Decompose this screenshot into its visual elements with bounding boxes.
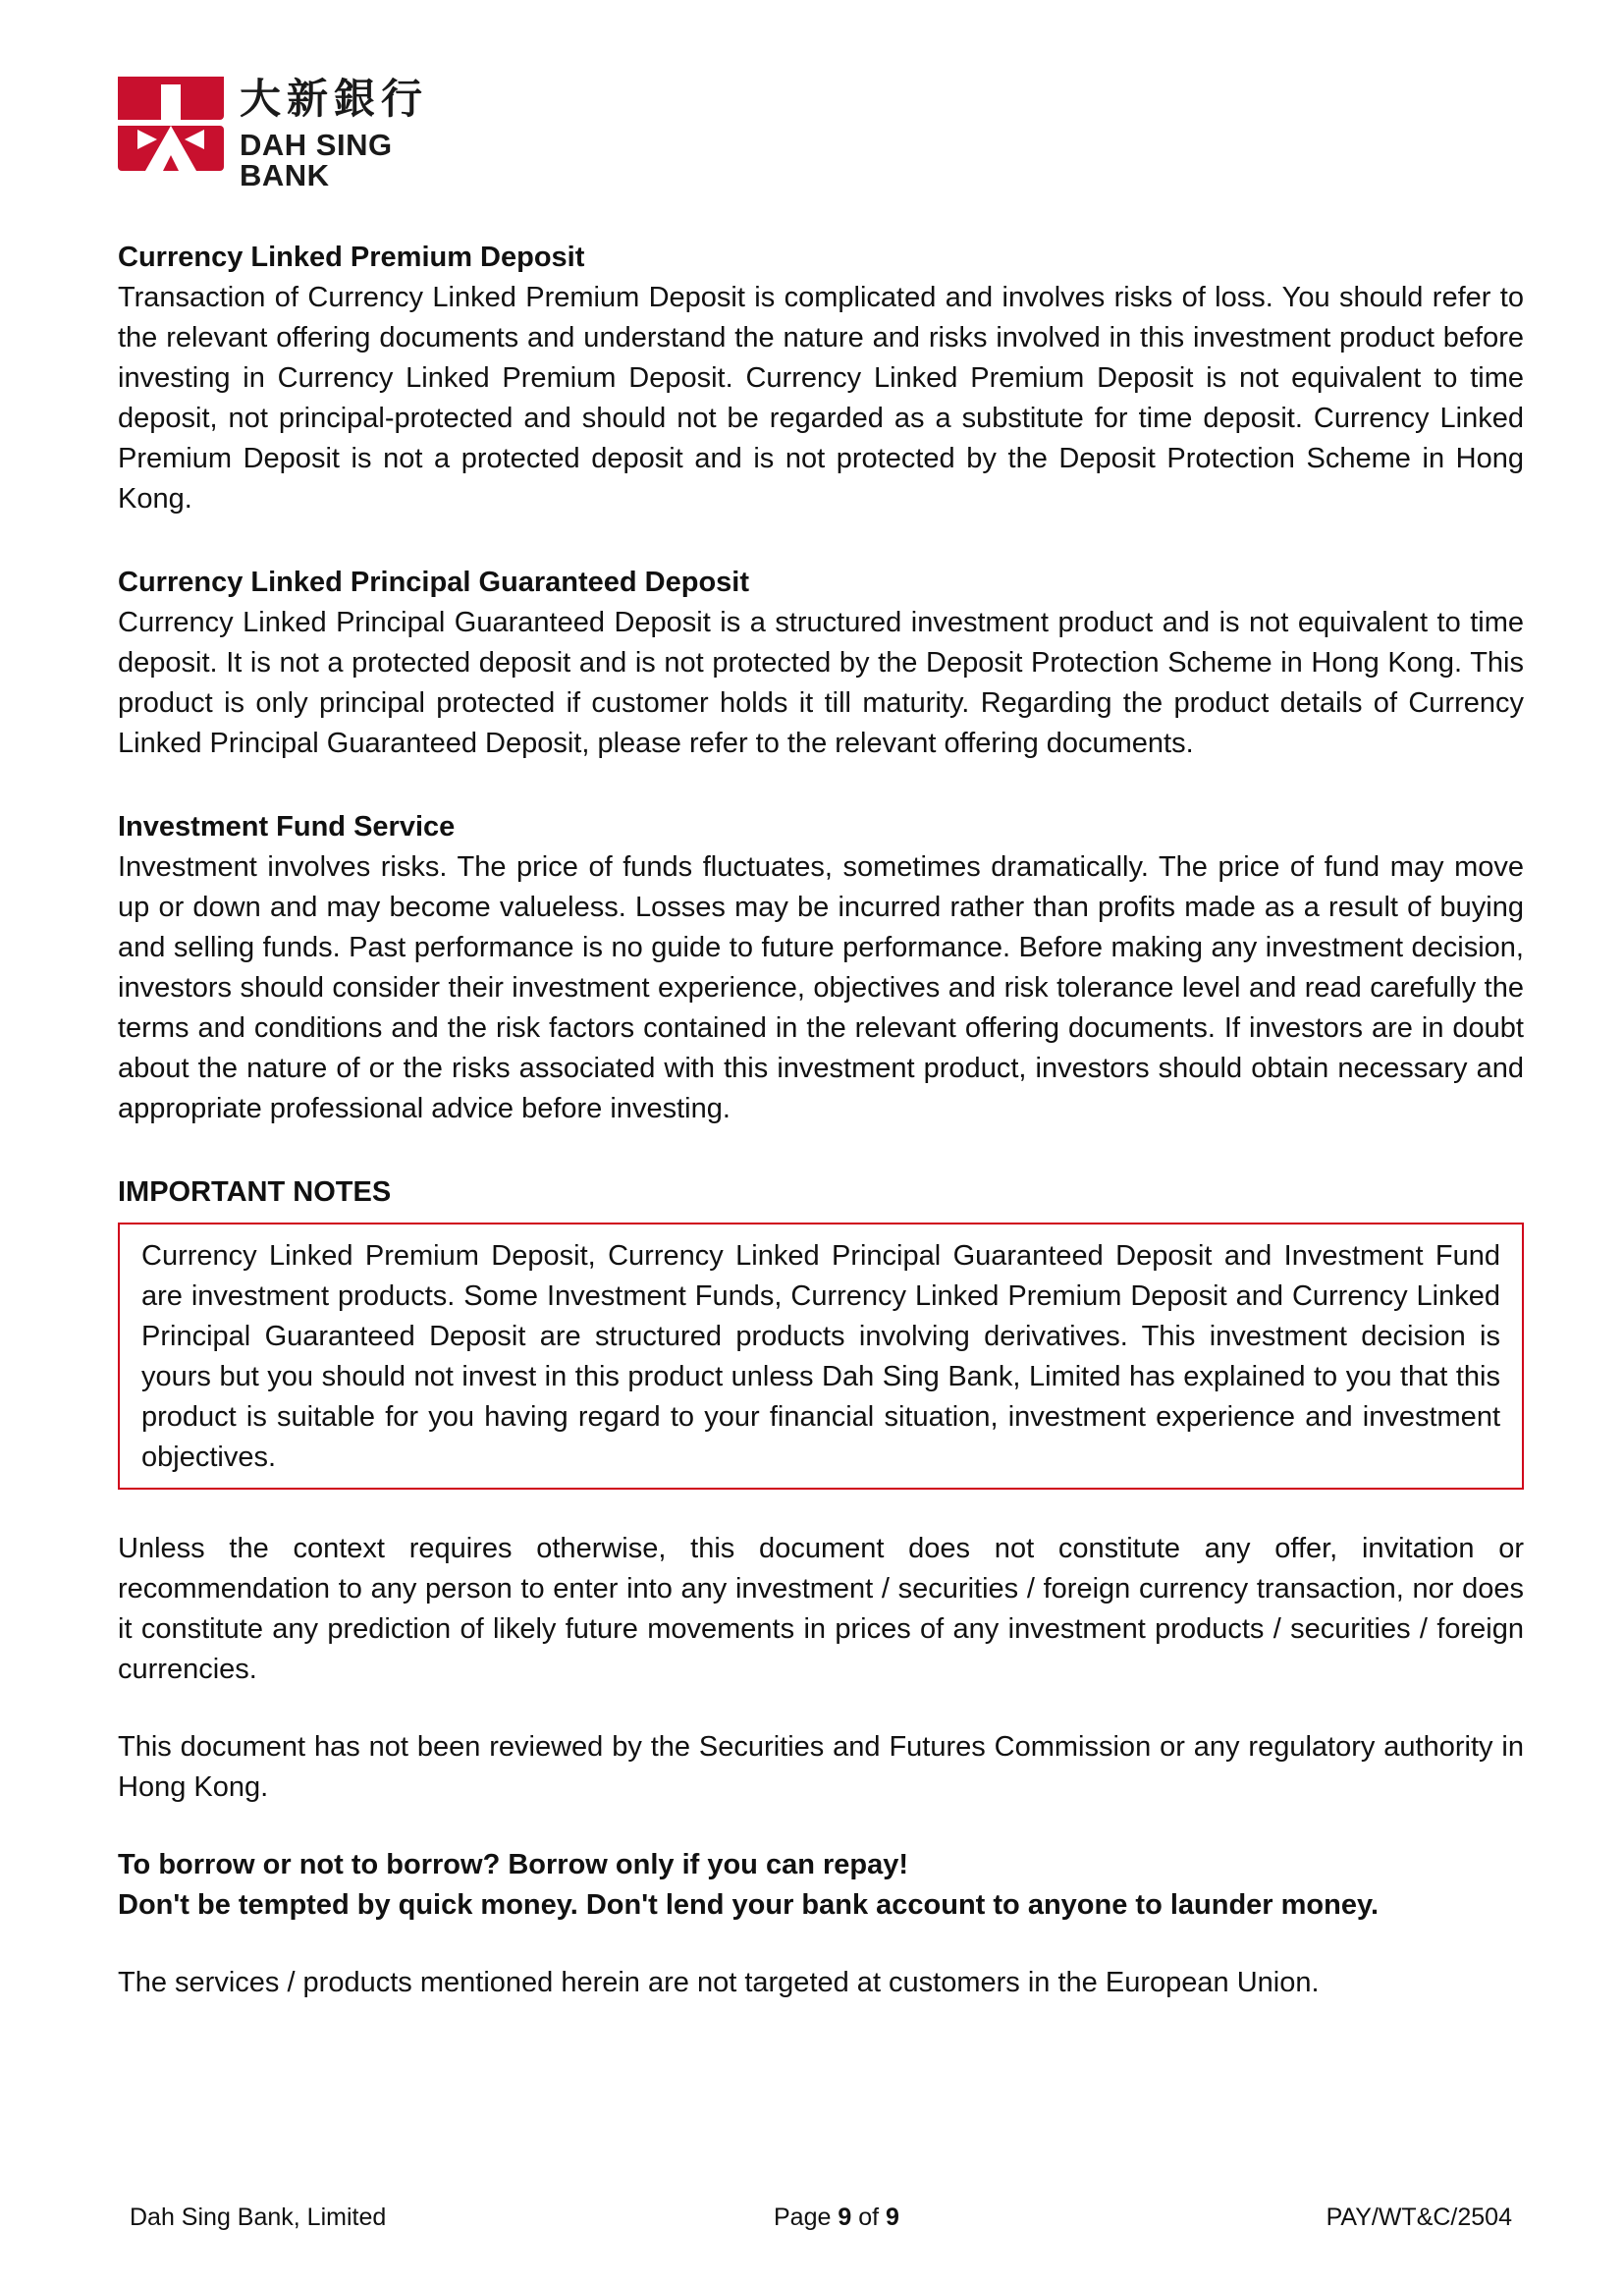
page-current: 9 bbox=[838, 2203, 852, 2231]
bank-name-chinese: 大新銀行 bbox=[240, 75, 429, 123]
important-notes-box bbox=[118, 1223, 1524, 1490]
bank-name-english: DAH SING BANK bbox=[240, 128, 393, 192]
page-mid: of bbox=[851, 2203, 886, 2231]
section-principal-guaranteed-deposit bbox=[118, 563, 1524, 764]
section-investment-fund-service bbox=[118, 807, 1524, 1129]
borrowing-warning bbox=[118, 1845, 1524, 1926]
section-title: Currency Linked Principal Guaranteed Deposit bbox=[118, 567, 749, 598]
page-total: 9 bbox=[886, 2203, 899, 2231]
borrowing-warning-line-1: To borrow or not to borrow? Borrow only if you can repay! bbox=[118, 1849, 909, 1880]
borrowing-warning-line-2: Don't be tempted by quick money. Don't lend your bank account to anyone to launder money. bbox=[118, 1889, 1380, 1921]
eu-notice: The services / products mentioned herein are not targeted at customers in the European Union. bbox=[118, 1967, 1320, 1998]
page-prefix: Page bbox=[774, 2203, 839, 2231]
disclaimer-sfc-review: This document has not been reviewed by the Securities and Futures Commission or any regulatory authority in Hong Kong. bbox=[118, 1731, 1524, 1803]
section-body: Investment involves risks. The price of funds fluctuates, sometimes dramatically. The price of fund may move up or down and may become valueless. Losses may be incurred rather than profits made as a result of buying and selling funds. Past performance is no guide to future performance. Before making any investment decision, investors should consider their investment experience, objectives and risk tolerance level and read carefully the terms and conditions and the risk factors contained in the relevant offering documents. If investors are in doubt about the nature of or the risks associated with this investment product, investors should obtain necessary and appropriate professional advice before investing. bbox=[118, 851, 1524, 1124]
important-notes-title: IMPORTANT NOTES bbox=[118, 1176, 392, 1208]
section-title: Investment Fund Service bbox=[118, 811, 456, 843]
section-body: Currency Linked Principal Guaranteed Deposit is a structured investment product and is not equivalent to time deposit. It is not a protected deposit and is not protected by the Deposit Protection Scheme in Hong Kong. This product is only principal protected if customer holds it till maturity. Regarding the product details of Currency Linked Principal Guaranteed Deposit, please refer to the relevant offering documents. bbox=[118, 607, 1524, 759]
important-notes-body: Currency Linked Premium Deposit, Currency Linked Principal Guaranteed Deposit and Investment Fund are investment products. Some Investment Funds, Currency Linked Premium Deposit and Currency Linked Principal Guaranteed Deposit are structured products involving derivatives. This investment decision is yours but you should not invest in this product unless Dah Sing Bank, Limited has explained to you that this product is suitable for you having regard to your financial situation, investment experience and investment objectives. bbox=[141, 1240, 1500, 1473]
document-body bbox=[118, 238, 1524, 2003]
bank-logo bbox=[118, 75, 491, 192]
footer-bank-name: Dah Sing Bank, Limited bbox=[130, 2203, 387, 2231]
dah-sing-logo-mark-icon bbox=[118, 77, 224, 171]
footer-page-number bbox=[774, 2198, 899, 2237]
footer-document-code: PAY/WT&C/2504 bbox=[1326, 2203, 1512, 2231]
important-notes-section bbox=[118, 1172, 1524, 1490]
section-title: Currency Linked Premium Deposit bbox=[118, 242, 585, 273]
section-body: Transaction of Currency Linked Premium Deposit is complicated and involves risks of loss. You should refer to the relevant offering documents and understand the nature and risks involved in this investment product before investing in Currency Linked Premium Deposit. Currency Linked Premium Deposit is not equivalent to time deposit, not principal-protected and should not be regarded as a substitute for time deposit. Currency Linked Premium Deposit is not a protected deposit and is not protected by the Deposit Protection Scheme in Hong Kong. bbox=[118, 282, 1524, 515]
page-footer bbox=[0, 2198, 1624, 2237]
disclaimer-offer: Unless the context requires otherwise, this document does not constitute any offer, invitation or recommendation to any person to enter into any investment / securities / foreign currency transaction, nor does it constitute any prediction of likely future movements in prices of any investment products / securities / foreign currencies. bbox=[118, 1533, 1524, 1685]
section-premium-deposit bbox=[118, 238, 1524, 519]
